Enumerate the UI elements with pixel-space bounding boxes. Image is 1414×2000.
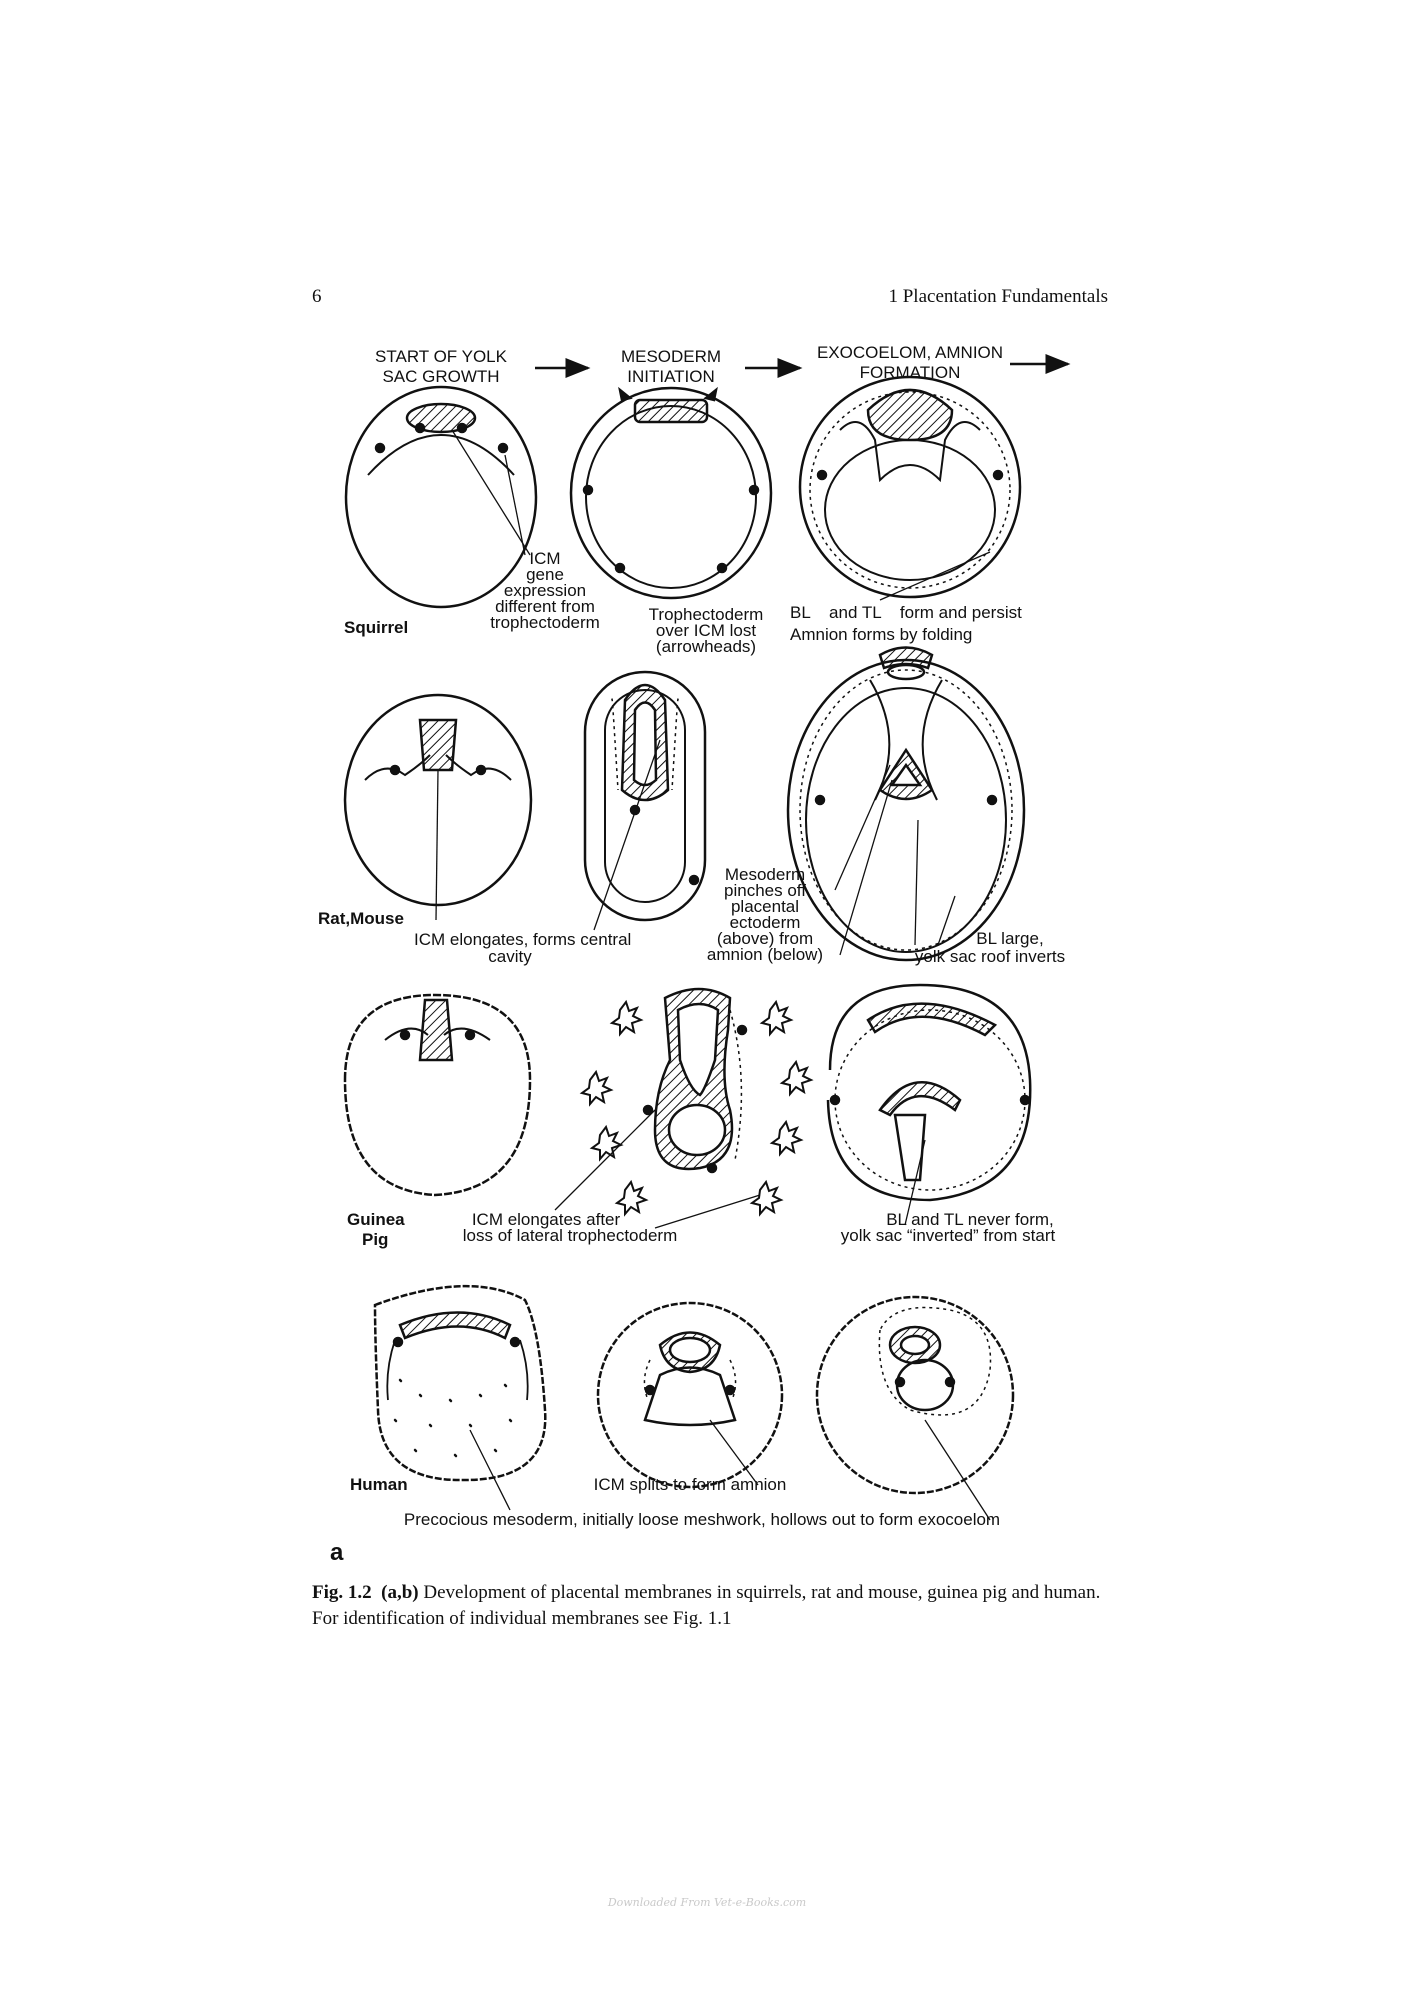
page-number: 6	[312, 286, 322, 307]
caption-fig-label: Fig. 1.2	[312, 1582, 372, 1603]
label-cavity: cavity	[488, 947, 532, 966]
label-icm-splits: ICM splits to form amnion	[593, 1475, 787, 1494]
label-above-from: (above) from	[716, 929, 814, 948]
squirrel-labels	[344, 549, 1022, 656]
label-placental: placental	[730, 897, 800, 916]
label-pinches-off: pinches off	[724, 881, 806, 900]
guinea-pig-row	[345, 985, 1030, 1228]
guinea-pig-labels	[347, 1210, 1055, 1249]
species-pig: Pig	[362, 1230, 389, 1249]
heading-exo-2: FORMATION	[859, 363, 961, 382]
stage-headings	[375, 343, 1068, 386]
label-bl-tl-persist: BL and TL form and persist	[790, 603, 1022, 622]
figure-caption	[312, 1580, 1108, 1632]
label-arrowheads: (arrowheads)	[655, 637, 757, 656]
label-trophectoderm: Trophectoderm	[648, 605, 764, 624]
label-bl-tl-never: BL and TL never form,	[886, 1210, 1054, 1229]
heading-yolk-2: SAC GROWTH	[382, 367, 500, 386]
heading-meso-1: MESODERM	[620, 347, 722, 366]
label-mesoderm: Mesoderm	[724, 865, 806, 884]
caption-text: Development of placental membranes in squirrels, rat and mouse, guinea pig and human. For identification of individual membranes see Fig. 1.1	[312, 1582, 1101, 1629]
species-guinea: Guinea	[347, 1210, 405, 1229]
squirrel-row	[346, 377, 1020, 607]
species-rat-mouse: Rat,Mouse	[318, 909, 404, 928]
label-amnion-folding: Amnion forms by folding	[790, 625, 973, 644]
caption-panels: (a,b)	[381, 1582, 419, 1603]
label-ectoderm: ectoderm	[729, 913, 801, 932]
heading-yolk-1: START OF YOLK	[375, 347, 507, 366]
label-expression: expression	[503, 581, 587, 600]
label-icm: ICM	[529, 549, 561, 568]
heading-exo-1: EXOCOELOM, AMNION	[816, 343, 1004, 362]
species-human: Human	[350, 1475, 408, 1494]
label-different-from: different from	[495, 597, 595, 616]
label-over-icm-lost: over ICM lost	[655, 621, 757, 640]
label-icm-elongates: ICM elongates, forms central	[414, 930, 632, 949]
heading-meso-2: INITIATION	[627, 367, 715, 386]
label-amnion-below: amnion (below)	[706, 945, 824, 964]
label-yolk-sac-roof: yolk sac roof inverts	[914, 947, 1066, 966]
label-yolk-sac-inverted: yolk sac “inverted” from start	[840, 1226, 1056, 1245]
watermark: Downloaded From Vet-e-Books.com	[607, 1896, 807, 1909]
label-loss-lateral: loss of lateral trophectoderm	[462, 1226, 678, 1245]
label-bl-large: BL large,	[976, 929, 1044, 948]
panel-letter-a: a	[330, 1539, 344, 1566]
species-squirrel: Squirrel	[344, 618, 409, 637]
rat-mouse-row	[345, 648, 1024, 961]
label-icm-elongates-after: ICM elongates after	[471, 1210, 621, 1229]
label-gene: gene	[526, 565, 564, 584]
label-trophectoderm-a: trophectoderm	[490, 613, 600, 632]
human-labels	[330, 1475, 1000, 1566]
label-precocious: Precocious mesoderm, initially loose meshwork, hollows out to form exocoelom	[403, 1510, 1001, 1529]
running-title: 1 Placentation Fundamentals	[888, 286, 1108, 307]
